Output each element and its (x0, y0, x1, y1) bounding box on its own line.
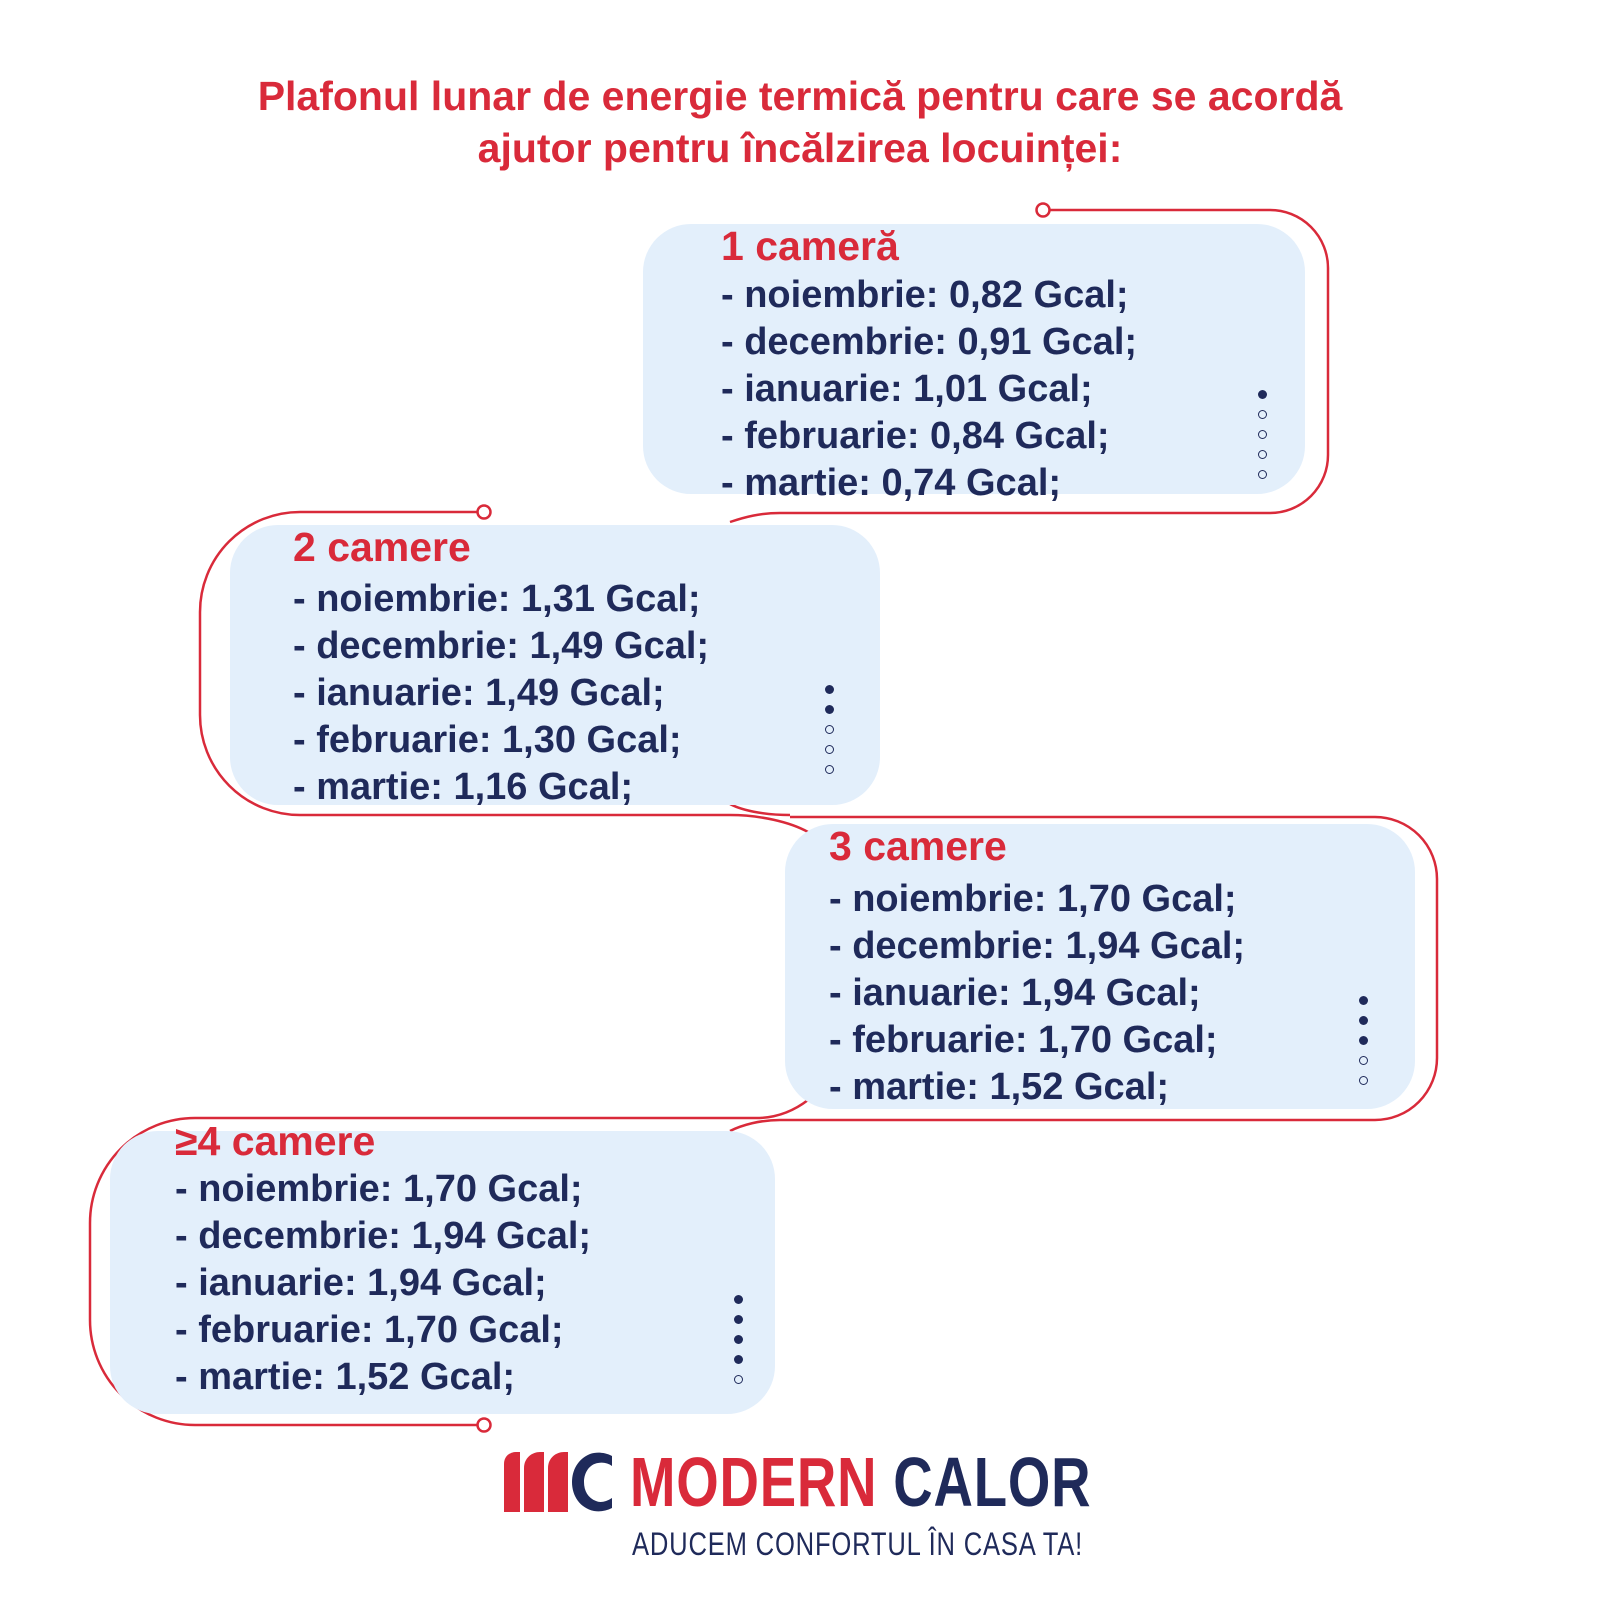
list-item: - februarie: 1,30 Gcal; (293, 719, 682, 761)
list-item: - noiembrie: 1,70 Gcal; (829, 878, 1237, 920)
dot-icon (1359, 1036, 1368, 1045)
dot-icon (825, 725, 834, 734)
list-item: - martie: 0,74 Gcal; (721, 462, 1062, 504)
card-2-rooms (230, 524, 880, 808)
card-3-rooms (785, 824, 1415, 1109)
dot-icon (1359, 1016, 1368, 1025)
list-item: - martie: 1,52 Gcal; (175, 1356, 516, 1398)
list-item: - ianuarie: 1,94 Gcal; (175, 1262, 547, 1304)
list-item: - decembrie: 0,91 Gcal; (721, 321, 1138, 363)
card-heading: 2 camere (293, 524, 471, 570)
month-list (293, 576, 709, 811)
dot-icon (825, 685, 834, 694)
list-item: - noiembrie: 1,70 Gcal; (175, 1168, 583, 1210)
card-4-plus-rooms (110, 1118, 775, 1414)
mc-logo-icon (500, 1450, 618, 1514)
list-item: - martie: 1,16 Gcal; (293, 766, 634, 808)
brand-modern: MODERN (630, 1443, 878, 1521)
dot-icon (1359, 1056, 1368, 1065)
dot-icon (1258, 410, 1267, 419)
list-item: - februarie: 1,70 Gcal; (829, 1019, 1218, 1061)
dot-icon (825, 705, 834, 714)
dot-icon (734, 1335, 743, 1344)
list-item: - decembrie: 1,94 Gcal; (829, 925, 1246, 967)
dot-icon (1258, 390, 1267, 399)
dot-icon (825, 745, 834, 754)
dot-icon (1258, 450, 1267, 459)
list-item: - noiembrie: 0,82 Gcal; (721, 274, 1129, 316)
card-heading: 1 cameră (721, 223, 899, 269)
dots-indicator (731, 1295, 745, 1395)
modern-calor-logo (500, 1440, 1100, 1570)
card-heading: ≥4 camere (175, 1118, 376, 1164)
dots-indicator (1255, 390, 1269, 490)
list-item: - februarie: 0,84 Gcal; (721, 415, 1110, 457)
brand-calor: CALOR (893, 1443, 1092, 1521)
dot-icon (1258, 430, 1267, 439)
list-item: - decembrie: 1,49 Gcal; (293, 625, 710, 667)
dot-icon (734, 1295, 743, 1304)
list-item: - ianuarie: 1,94 Gcal; (829, 972, 1201, 1014)
dot-icon (1359, 1076, 1368, 1085)
dot-icon (734, 1355, 743, 1364)
list-item: - ianuarie: 1,49 Gcal; (293, 672, 665, 714)
title-line-2: ajutor pentru încălzirea locuinței: (477, 125, 1123, 171)
list-item: - februarie: 1,70 Gcal; (175, 1309, 564, 1351)
list-item: - ianuarie: 1,01 Gcal; (721, 368, 1093, 410)
dots-indicator (1356, 996, 1370, 1096)
dot-icon (734, 1315, 743, 1324)
month-list (829, 876, 1245, 1111)
brand-tagline: ADUCEM CONFORTUL ÎN CASA TA! (632, 1526, 1084, 1562)
title-line-1: Plafonul lunar de energie termică pentru care se acordă (257, 73, 1343, 119)
card-heading: 3 camere (829, 823, 1007, 869)
list-item: - martie: 1,52 Gcal; (829, 1066, 1170, 1108)
dots-indicator (822, 685, 836, 785)
dot-icon (1258, 470, 1267, 479)
month-list (175, 1166, 591, 1401)
list-item: - decembrie: 1,94 Gcal; (175, 1215, 592, 1257)
card-1-room (643, 223, 1305, 504)
dot-icon (1359, 996, 1368, 1005)
month-list (721, 272, 1137, 507)
brand-name (630, 1440, 1091, 1524)
dot-icon (734, 1375, 743, 1384)
list-item: - noiembrie: 1,31 Gcal; (293, 578, 701, 620)
dot-icon (825, 765, 834, 774)
